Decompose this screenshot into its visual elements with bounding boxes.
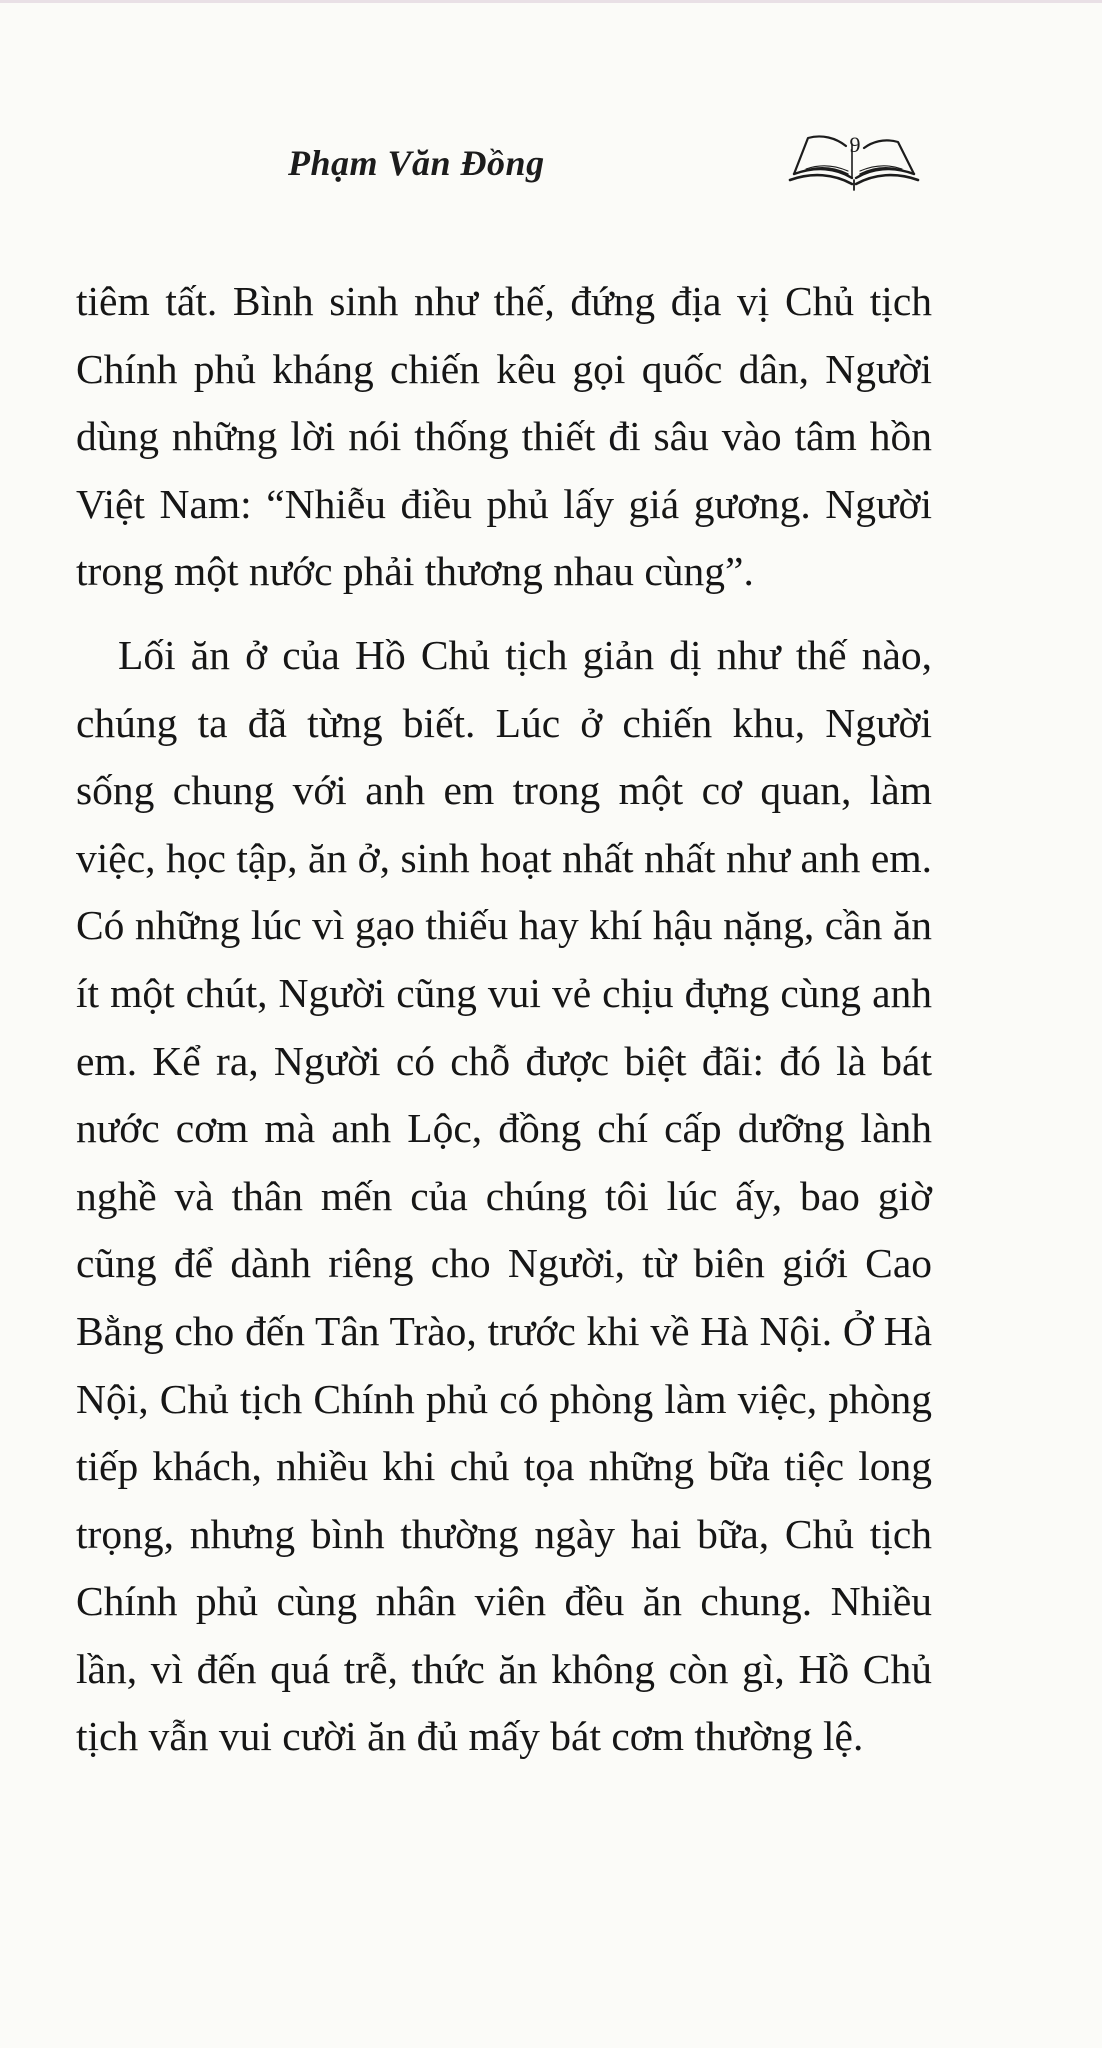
page-number: 9: [849, 132, 861, 157]
paragraph-1: tiêm tất. Bình sinh như thế, đứng địa vị Chủ tịch Chính phủ kháng chiến kêu gọi quốc dân, Người dùng những lời nói thống thiết đi sâu vào tâm hồn Việt Nam: “Nhiễu điều phủ lấy giá gương. Người trong một nước phải thương nhau cùng”.: [76, 278, 932, 595]
running-head: Phạm Văn Đồng: [288, 143, 545, 183]
page-top-edge: [0, 0, 1102, 3]
body-text: [76, 268, 932, 1771]
page-folio: [786, 128, 922, 192]
paragraph-2: Lối ăn ở của Hồ Chủ tịch giản dị như thế nào, chúng ta đã từng biết. Lúc ở chiến khu, Người sống chung với anh em trong một cơ quan, làm việc, học tập, ăn ở, sinh hoạt nhất nhất như anh em. Có những lúc vì gạo thiếu hay khí hậu nặng, cần ăn ít một chút, Người cũng vui vẻ chịu đựng cùng anh em. Kể ra, Người có chỗ được biệt đãi: đó là bát nước cơm mà anh Lộc, đồng chí cấp dưỡng lành nghề và thân mến của chúng tôi lúc ấy, bao giờ cũng để dành riêng cho Người, từ biên giới Cao Bằng cho đến Tân Trào, trước khi về Hà Nội. Ở Hà Nội, Chủ tịch Chính phủ có phòng làm việc, phòng tiếp khách, nhiều khi chủ tọa những bữa tiệc long trọng, nhưng bình thường ngày hai bữa, Chủ tịch Chính phủ cùng nhân viên đều ăn chung. Nhiều lần, vì đến quá trễ, thức ăn không còn gì, Hồ Chủ tịch vẫn vui cười ăn đủ mấy bát cơm thường lệ.: [76, 631, 932, 1760]
